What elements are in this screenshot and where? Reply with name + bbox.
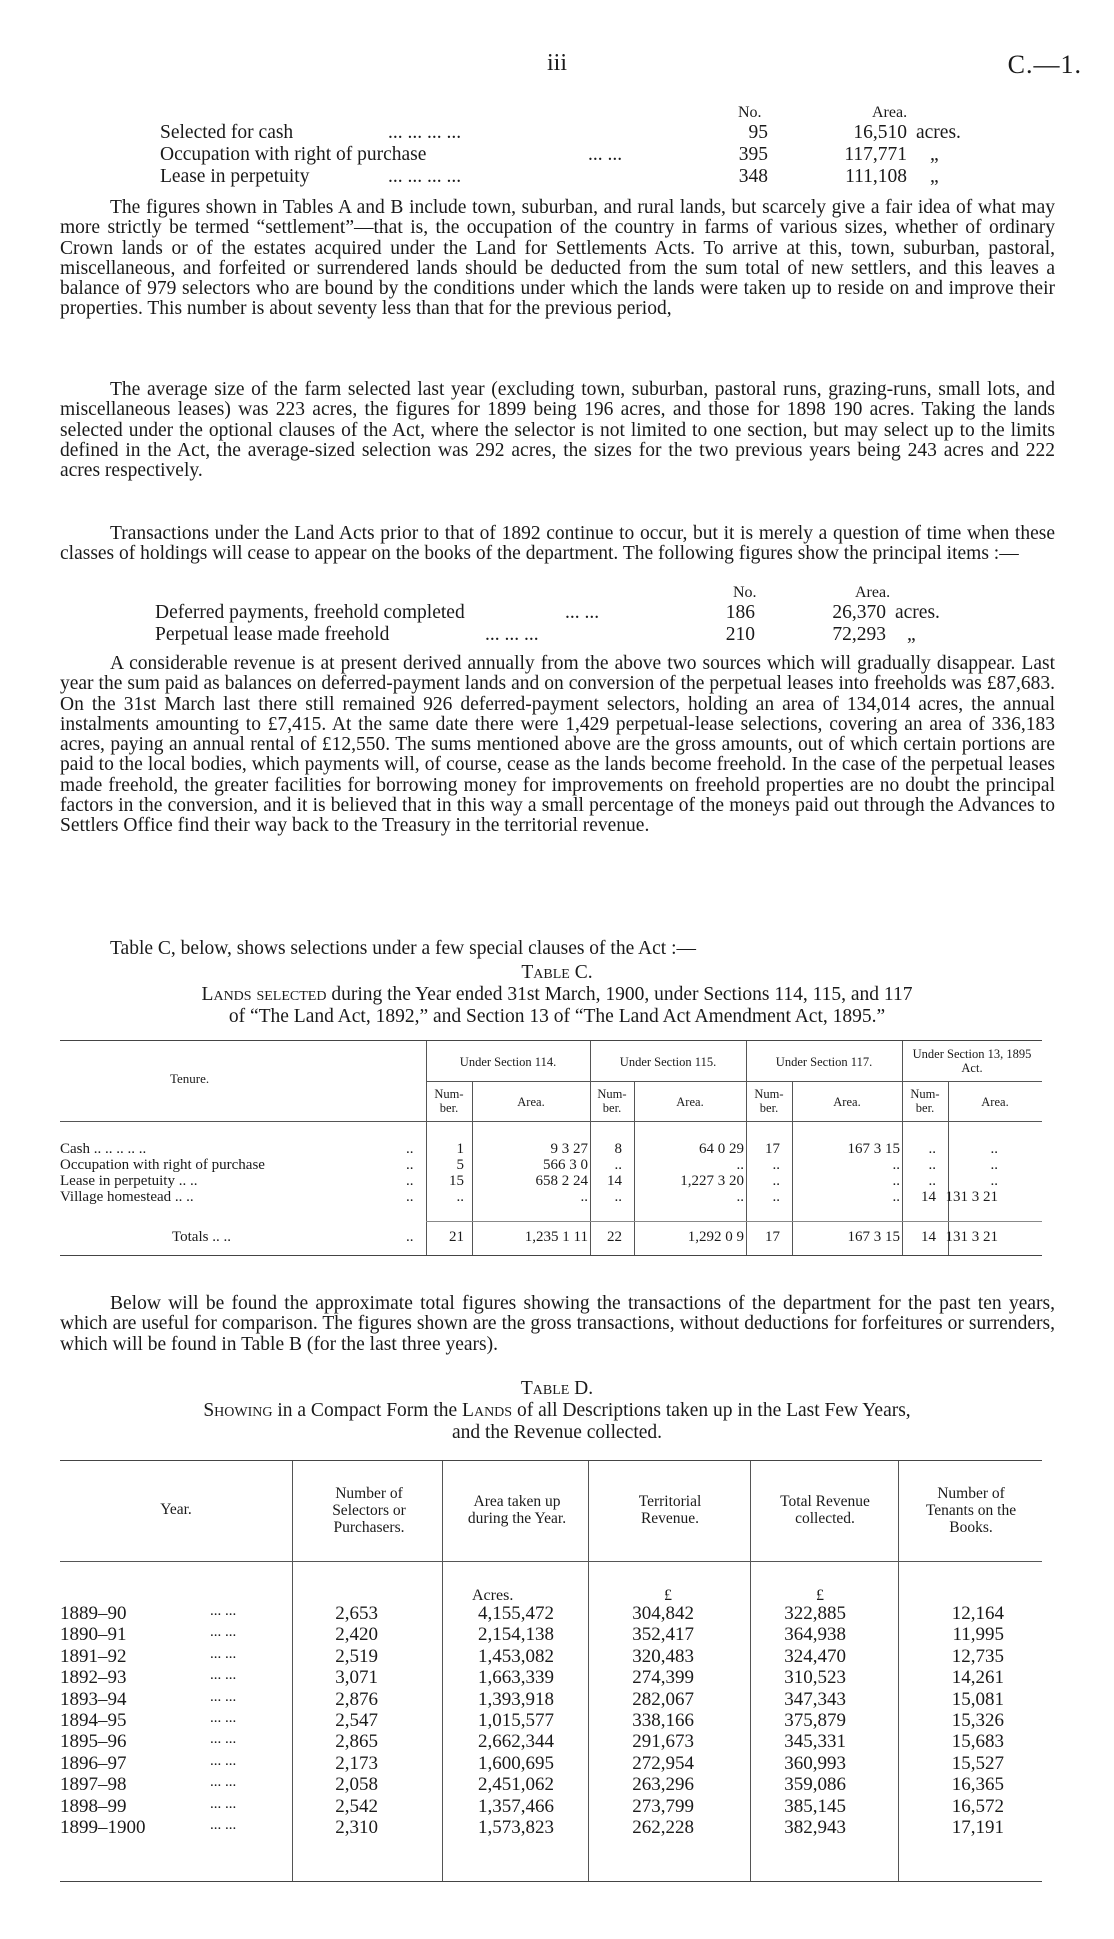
list-item: Deferred payments, freehold completed ... ... 186 26,370 acres. bbox=[155, 602, 940, 623]
cell-dots: ... ... bbox=[210, 1645, 237, 1662]
cell-selectors: 2,420 bbox=[335, 1624, 378, 1646]
cell-territorial: 320,483 bbox=[632, 1645, 694, 1667]
cell-total: 375,879 bbox=[784, 1710, 846, 1731]
cell-year: 1897–98 bbox=[60, 1774, 127, 1796]
sub-header: Num- ber. bbox=[434, 1087, 464, 1115]
cell-dots: ... ... bbox=[210, 1795, 237, 1812]
cell-area: 2,451,062 bbox=[478, 1774, 554, 1796]
list-item: Perpetual lease made freehold ... ... ... 210 72,293 „ bbox=[155, 624, 916, 645]
col-header: Year. bbox=[160, 1501, 192, 1518]
cell-territorial: 273,799 bbox=[632, 1795, 694, 1817]
sub-header: Num- ber. bbox=[597, 1087, 627, 1115]
paragraph-transactions: Transactions under the Land Acts prior to that of 1892 continue to occur, but it is merely a question of time when these classes of holdings will cease to appear on the books of the department. The following figures show the principal items :— bbox=[60, 523, 1055, 565]
cell-selectors: 2,653 bbox=[335, 1603, 378, 1624]
cell-area: 1,453,082 bbox=[478, 1645, 554, 1667]
cell-dots: ... ... bbox=[210, 1667, 237, 1684]
cell-dots: ... ... bbox=[210, 1710, 237, 1726]
cell-total: 385,145 bbox=[784, 1795, 846, 1817]
cell-territorial: 272,954 bbox=[632, 1752, 694, 1774]
unit-label: Acres. bbox=[472, 1587, 514, 1604]
table-c: Tenure. Under Section 114. Under Section 115. Under Section 117. Under Section 13, 1895 Act. Num- ber. Area. Num- ber. Area. Num- ber. Area. Num- ber. Area. Cash .. .. .. .. .. .. 1 9 3 27 8 64 0 29 17 167 3 15 .. .. Occupation with right of purchase .. 5 566 3 0 .. .. .. .. .. .. Lease in perpetuity .. .. .. 15 658 2 24 14 1,227 3 20 .. .. .. .. Village homestead .. .. .. .. .. .. .. .. .. 14 131 3 21 Totals .. .. .. 21 1,235 1 11 22 1,292 0 9 17 167 3 15 14 131 3 21 bbox=[60, 1040, 1042, 1256]
cell-area: 2,662,344 bbox=[478, 1731, 554, 1753]
sub-header: Area. bbox=[676, 1095, 704, 1109]
cell-total: 359,086 bbox=[784, 1774, 846, 1796]
cell-total: 345,331 bbox=[784, 1731, 846, 1753]
cell-tenants: 12,735 bbox=[951, 1645, 1004, 1667]
table-c-label: Table C. bbox=[521, 962, 593, 983]
cell-area: 1,573,823 bbox=[478, 1817, 554, 1838]
cell-tenants: 16,572 bbox=[951, 1795, 1004, 1817]
cell-territorial: 352,417 bbox=[632, 1624, 694, 1646]
cell-dots: ... ... bbox=[210, 1774, 237, 1791]
cell-selectors: 2,542 bbox=[335, 1795, 378, 1817]
cell-area: 1,393,918 bbox=[478, 1688, 554, 1710]
table-d bbox=[60, 1460, 1042, 1882]
cell-tenants: 16,365 bbox=[951, 1774, 1004, 1796]
cell-selectors: 2,173 bbox=[335, 1752, 378, 1774]
cell-total: 364,938 bbox=[784, 1624, 846, 1646]
cell-selectors: 2,547 bbox=[335, 1710, 378, 1731]
cell-area: 1,015,577 bbox=[478, 1710, 554, 1731]
col-area-header: Area. bbox=[855, 584, 891, 601]
cell-total: 310,523 bbox=[784, 1667, 846, 1689]
col-tenure-header: Tenure. bbox=[170, 1071, 210, 1086]
cell-area: 1,600,695 bbox=[478, 1752, 554, 1774]
cell-tenants: 15,326 bbox=[951, 1710, 1004, 1731]
cell-dots: ... ... bbox=[210, 1624, 237, 1641]
group-header: Under Section 115. bbox=[619, 1055, 717, 1069]
cell-tenants: 14,261 bbox=[951, 1667, 1004, 1689]
sub-header: Num- ber. bbox=[910, 1087, 940, 1115]
col-header: Number of Selectors or Purchasers. bbox=[332, 1485, 406, 1536]
cell-selectors: 2,519 bbox=[335, 1645, 378, 1667]
cell-year: 1895–96 bbox=[60, 1731, 127, 1753]
cell-dots: ... ... bbox=[210, 1817, 237, 1833]
cell-tenants: 15,081 bbox=[951, 1688, 1004, 1710]
cell-total: 324,470 bbox=[784, 1645, 846, 1667]
cell-tenants: 15,527 bbox=[951, 1752, 1004, 1774]
col-area-header: Area. bbox=[872, 104, 908, 121]
cell-total: 347,343 bbox=[784, 1688, 846, 1710]
paragraph-settlement: The figures shown in Tables A and B include town, suburban, and rural lands, but scarcely give a fair idea of what may more strictly be termed “settlement”—that is, the occupation of the country in farms of various sizes, whether of ordinary Crown lands or of the estates acquired under the Land for Settlements Acts. To arrive at this, town, suburban, pastoral, miscellaneous, and forfeited or surrendered lands should be deducted from the sum total of new settlers, and this leaves a balance of 979 selectors who are bound by the conditions under which the lands were taken up to reside on and improve their properties. This number is about seventy less than that for the previous period, bbox=[60, 197, 1055, 320]
table-d-label: Table D. bbox=[520, 1378, 594, 1399]
paragraph-revenue: A considerable revenue is at present derived annually from the above two sources which will gradually disappear. Last year the sum paid as balances on deferred-payment lands and on conversion of the perpetual leases into freeholds was £87,683. On the 31st March last there still remained 926 deferred-payment selectors, holding an area of 134,014 acres, the annual instalments amounting to £7,415. At the same date there were 1,429 perpetual-lease selections, covering an area of 336,183 acres, paying an annual rental of £12,550. The sums mentioned above are the gross amounts, out of which certain portions are paid to the local bodies, which payments will, of course, cease as the lands become freehold. In the case of the perpetual leases made freehold, the greater facilities for borrowing money for improvements on freehold properties are no doubt the principal factors in the conversion, and it is believed that in this way a small percentage of the moneys paid out through the Advances to Settlers Office find their way back to the Treasury in the territorial revenue. bbox=[60, 653, 1055, 837]
sub-header: Area. bbox=[981, 1095, 1009, 1109]
paragraph-table-c-intro: Table C, below, shows selections under a few special clauses of the Act :— bbox=[110, 938, 696, 959]
cell-territorial: 291,673 bbox=[632, 1731, 694, 1753]
group-header: Under Section 13, 1895 Act. bbox=[912, 1047, 1032, 1075]
cell-year: 1898–99 bbox=[60, 1795, 127, 1817]
cell-dots: ... ... bbox=[210, 1603, 237, 1619]
cell-area: 1,663,339 bbox=[478, 1667, 554, 1689]
cell-year: 1894–95 bbox=[60, 1710, 127, 1731]
sub-header: Num- ber. bbox=[754, 1087, 784, 1115]
cell-dots: ... ... bbox=[210, 1688, 237, 1705]
col-header: Territorial Revenue. bbox=[638, 1493, 702, 1527]
page-number: iii bbox=[546, 50, 567, 76]
cell-dots: ... ... bbox=[210, 1752, 237, 1769]
table-c-title: Lands selected during the Year ended 31st March, 1900, under Sections 114, 115, and 117 bbox=[201, 984, 913, 1005]
col-header: Total Revenue collected. bbox=[780, 1493, 870, 1527]
group-header: Under Section 114. bbox=[459, 1055, 557, 1069]
cell-territorial: 304,842 bbox=[632, 1603, 694, 1624]
cell-territorial: 282,067 bbox=[632, 1688, 694, 1710]
cell-selectors: 2,310 bbox=[335, 1817, 378, 1838]
list-item: Selected for cash ... ... ... ... 95 16,510 acres. bbox=[160, 122, 961, 143]
cell-selectors: 3,071 bbox=[335, 1667, 378, 1689]
table-d-title: Showing in a Compact Form the Lands of all Descriptions taken up in the Last Few Years, bbox=[203, 1400, 911, 1421]
cell-area: 4,155,472 bbox=[478, 1603, 554, 1624]
list-item: Occupation with right of purchase ... ... 395 117,771 „ bbox=[160, 144, 939, 165]
cell-territorial: 338,166 bbox=[632, 1710, 694, 1731]
paragraph-average-size: The average size of the farm selected last year (excluding town, suburban, pastoral runs, grazing-runs, small lots, and miscellaneous leases) was 223 acres, the figures for 1899 being 196 acres, and those for 1898 190 acres. Taking the lands selected under the optional clauses of the Act, where the selector is not limited to one section, but may select up to the limits defined in the Act, the average-sized selection was 292 acres, the sizes for the two previous years being 243 acres and 222 acres respectively. bbox=[60, 379, 1055, 482]
cell-dots: ... ... bbox=[210, 1731, 237, 1748]
cell-tenants: 15,683 bbox=[951, 1731, 1004, 1753]
cell-tenants: 17,191 bbox=[951, 1817, 1004, 1838]
col-no-header: No. bbox=[738, 104, 762, 121]
cell-year: 1896–97 bbox=[60, 1752, 127, 1774]
cell-selectors: 2,865 bbox=[335, 1731, 378, 1753]
col-header: Area taken up during the Year. bbox=[467, 1493, 567, 1527]
list-item: Lease in perpetuity ... ... ... ... 348 111,108 „ bbox=[160, 166, 939, 187]
cell-selectors: 2,876 bbox=[335, 1688, 378, 1710]
sub-header: Area. bbox=[833, 1095, 861, 1109]
cell-year: 1889–90 bbox=[60, 1603, 127, 1624]
cell-area: 2,154,138 bbox=[478, 1624, 554, 1646]
cell-tenants: 11,995 bbox=[952, 1624, 1004, 1646]
cell-year: 1891–92 bbox=[60, 1645, 127, 1667]
cell-tenants: 12,164 bbox=[951, 1603, 1004, 1624]
cell-year: 1893–94 bbox=[60, 1688, 127, 1710]
table-c-title-line2: of “The Land Act, 1892,” and Section 13 of “The Land Act Amendment Act, 1895.” bbox=[228, 1006, 886, 1027]
group-header: Under Section 117. bbox=[775, 1055, 873, 1069]
cell-year: 1890–91 bbox=[60, 1624, 127, 1646]
cell-year: 1899–1900 bbox=[60, 1817, 146, 1838]
paragraph-ten-years: Below will be found the approximate total figures showing the transactions of the department for the past ten years, which are useful for comparison. The figures shown are the gross transactions, without deductions for forfeitures or surrenders, which will be found in Table B (for the last three years). bbox=[60, 1293, 1055, 1355]
col-header: Number of Tenants on the Books. bbox=[925, 1485, 1017, 1536]
cell-total: 360,993 bbox=[784, 1752, 846, 1774]
unit-label: £ bbox=[664, 1587, 672, 1604]
sub-header: Area. bbox=[517, 1095, 545, 1109]
table-d-title-line2: and the Revenue collected. bbox=[451, 1422, 663, 1443]
cell-territorial: 262,228 bbox=[632, 1817, 694, 1838]
col-no-header: No. bbox=[733, 584, 757, 601]
unit-label: £ bbox=[816, 1587, 824, 1604]
cell-total: 382,943 bbox=[784, 1817, 846, 1838]
cell-area: 1,357,466 bbox=[478, 1795, 554, 1817]
cell-territorial: 263,296 bbox=[632, 1774, 694, 1796]
cell-total: 322,885 bbox=[784, 1603, 846, 1624]
cell-year: 1892–93 bbox=[60, 1667, 127, 1689]
cell-selectors: 2,058 bbox=[335, 1774, 378, 1796]
cell-territorial: 274,399 bbox=[632, 1667, 694, 1689]
document-reference: C.—1. bbox=[1007, 50, 1082, 79]
